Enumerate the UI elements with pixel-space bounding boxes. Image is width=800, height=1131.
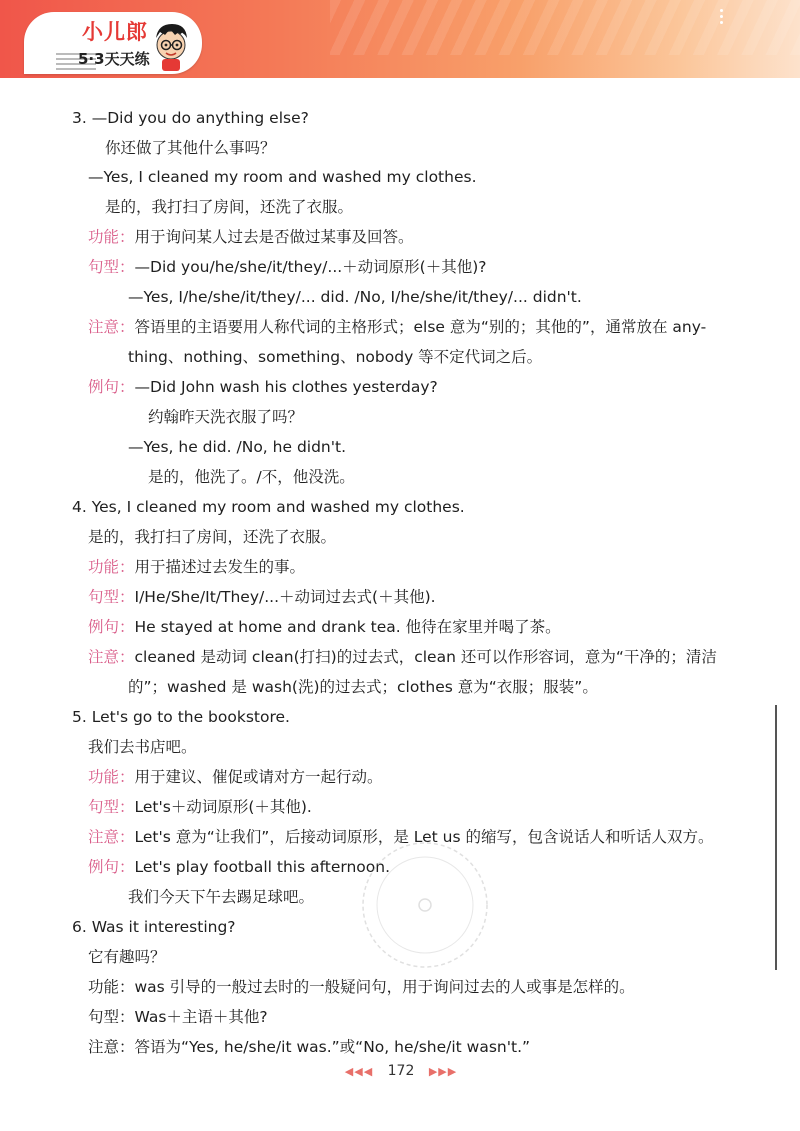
section-6-note: 注意：答语为“Yes, he/she/it was.”或“No, he/she/it wasn't.” (88, 1038, 531, 1056)
section-6-function: 功能：was 引导的一般过去时的一般疑问句，用于询问过去的人或事是怎样的。 (88, 978, 635, 996)
section-5-function: 功能：用于建议、催促或请对方一起行动。 (88, 768, 383, 786)
section-3-question-cn: 你还做了其他什么事吗？ (105, 139, 276, 157)
section-4-cn: 是的，我打扫了房间，还洗了衣服。 (88, 528, 337, 546)
section-3-note-cont: thing、nothing、something、nobody 等不定代词之后。 (128, 348, 543, 366)
section-5-heading: 5. Let's go to the bookstore. (72, 708, 290, 726)
section-3-function: 功能：用于询问某人过去是否做过某事及回答。 (88, 228, 414, 246)
section-4-example: 例句：He stayed at home and drank tea. 他待在家里并喝了茶。 (88, 618, 561, 636)
boy-mascot-icon (148, 20, 194, 72)
left-arrows-icon: ◀◀◀ (344, 1065, 374, 1078)
label-prefix: 例句： (88, 378, 135, 396)
section-5-cn: 我们去书店吧。 (88, 738, 197, 756)
section-5-example-cn: 我们今天下午去踢足球吧。 (128, 888, 315, 906)
label-prefix: 注意： (88, 648, 135, 666)
section-3-note: 注意：答语里的主语要用人称代词的主格形式；else 意为“别的；其他的”，通常放在 any- (88, 318, 707, 336)
section-5-example: 例句：Let's play football this afternoon. (88, 858, 391, 876)
section-4-heading: 4. Yes, I cleaned my room and washed my clothes. (72, 498, 465, 516)
section-3-answer: —Yes, I cleaned my room and washed my clothes. (88, 168, 477, 186)
page-number: 172 (387, 1063, 415, 1079)
section-3-example-answer-cn: 是的，他洗了。/不，他没洗。 (148, 468, 355, 486)
section-3-answer-cn: 是的，我打扫了房间，还洗了衣服。 (105, 198, 354, 216)
page-edge-line (775, 705, 777, 970)
section-3-example: 例句：—Did John wash his clothes yesterday? (88, 378, 438, 396)
label-prefix: 注意： (88, 828, 135, 846)
section-6-pattern: 句型：Was＋主语＋其他? (88, 1008, 268, 1026)
section-3-question: 3. —Did you do anything else? (72, 109, 309, 127)
section-6-heading: 6. Was it interesting? (72, 918, 236, 936)
watermark-stamp (350, 830, 500, 980)
label-prefix: 例句： (88, 618, 135, 636)
label-prefix: 功能： (88, 768, 135, 786)
section-4-note-cont: 的”；washed 是 wash(洗)的过去式；clothes 意为“衣服；服装”。 (128, 678, 598, 696)
logo-title: 小儿郎 (82, 20, 148, 44)
section-4-note: 注意：cleaned 是动词 clean(打扫)的过去式，clean 还可以作形容词，意为“干净的；清洁 (88, 648, 717, 666)
banner-dots (714, 6, 730, 30)
logo-subtitle: 5·3天天练 (78, 50, 150, 68)
section-3-example-cn: 约翰昨天洗衣服了吗？ (148, 408, 304, 426)
page-footer (336, 1063, 466, 1079)
section-5-pattern: 句型：Let's＋动词原形(＋其他). (88, 798, 312, 816)
section-3-pattern-answer: —Yes, I/he/she/it/they/... did. /No, I/he/she/it/they/... didn't. (128, 288, 582, 306)
label-prefix: 功能： (88, 228, 135, 246)
right-arrows-icon: ▶▶▶ (428, 1065, 458, 1078)
section-5-note: 注意：Let's 意为“让我们”，后接动词原形，是 Let us 的缩写，包含说话人和听话人双方。 (88, 828, 714, 846)
section-4-pattern: 句型：I/He/She/It/They/...＋动词过去式(＋其他). (88, 588, 436, 606)
section-3-pattern: 句型：—Did you/he/she/it/they/...＋动词原形(＋其他)? (88, 258, 487, 276)
section-6-cn: 它有趣吗？ (88, 948, 166, 966)
label-prefix: 句型： (88, 588, 135, 606)
label-prefix: 注意： (88, 318, 135, 336)
section-4-function: 功能：用于描述过去发生的事。 (88, 558, 306, 576)
label-prefix: 句型： (88, 798, 135, 816)
label-prefix: 句型： (88, 258, 135, 276)
section-3-example-answer: —Yes, he did. /No, he didn't. (128, 438, 347, 456)
label-prefix: 功能： (88, 558, 135, 576)
label-prefix: 例句： (88, 858, 135, 876)
